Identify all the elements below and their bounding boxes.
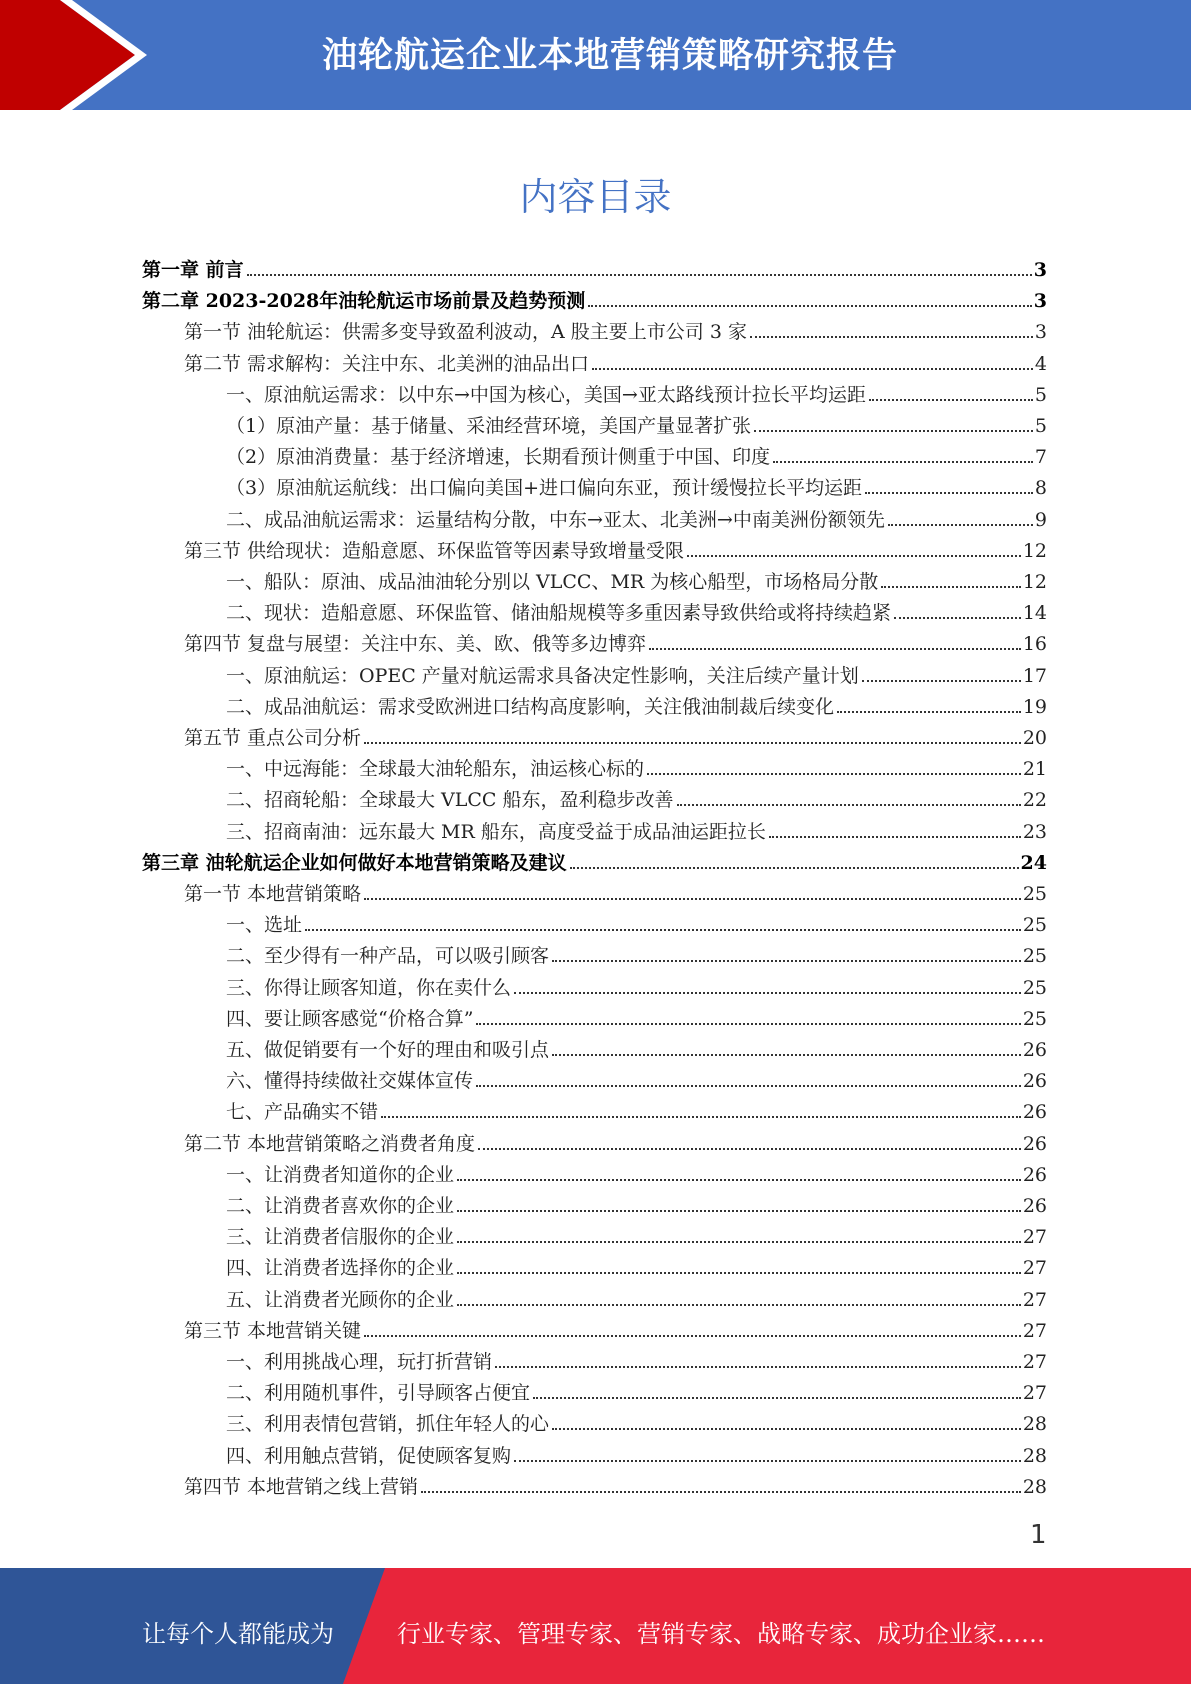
toc-entry-page: 3 xyxy=(1034,321,1047,344)
toc-entry-title: 一、原油航运：OPEC 产量对航运需求具备决定性影响，关注后续产量计划 xyxy=(226,664,859,687)
toc-leader-dots xyxy=(533,1397,1021,1399)
toc-entry-page: 3 xyxy=(1033,259,1047,281)
toc-leader-dots xyxy=(457,1304,1021,1306)
toc-leader-dots xyxy=(457,1210,1021,1212)
toc-entry[interactable] xyxy=(184,879,1047,910)
toc-leader-dots xyxy=(552,1054,1021,1056)
toc-entry-title: 二、让消费者喜欢你的企业 xyxy=(226,1195,455,1217)
toc-leader-dots xyxy=(769,836,1021,838)
toc-entry-page: 26 xyxy=(1022,1195,1047,1217)
toc-entry-title: 一、原油航运需求：以中东→中国为核心，美国→亚太路线预计拉长平均运距 xyxy=(226,383,866,406)
toc-entry[interactable] xyxy=(226,1160,1047,1191)
toc-entry-page: 14 xyxy=(1022,602,1047,625)
toc-entry-page: 27 xyxy=(1022,1319,1047,1342)
toc-leader-dots xyxy=(457,1272,1021,1274)
toc-entry-title: 二、成品油航运需求：运量结构分散，中东→亚太、北美洲→中南美洲份额领先 xyxy=(226,508,885,531)
toc-entry-title: 第四节 复盘与展望：关注中东、美、欧、俄等多边博弈 xyxy=(184,633,647,656)
toc-leader-dots xyxy=(865,492,1033,494)
toc-entry[interactable] xyxy=(226,1347,1047,1378)
toc-entry-page: 21 xyxy=(1022,758,1047,781)
toc-entry-title: 第四节 本地营销之线上营销 xyxy=(184,1475,419,1498)
toc-leader-dots xyxy=(514,1460,1021,1462)
toc-entry-page: 28 xyxy=(1022,1475,1047,1498)
toc-entry[interactable] xyxy=(226,1409,1047,1440)
toc-entry[interactable] xyxy=(142,286,1047,317)
toc-entry-title: 第二节 本地营销策略之消费者角度 xyxy=(184,1132,476,1155)
toc-entry-page: 24 xyxy=(1020,851,1047,874)
toc-leader-dots xyxy=(457,1241,1021,1243)
toc-entry-title: 第三节 供给现状：造船意愿、环保监管等因素导致增量受限 xyxy=(184,539,685,562)
toc-entry-title: 二、现状：造船意愿、环保监管、储油船规模等多重因素导致供给或将持续趋紧 xyxy=(226,602,892,625)
toc-entry[interactable] xyxy=(226,1441,1047,1472)
toc-entry-title: 五、做促销要有一个好的理由和吸引点 xyxy=(226,1039,550,1061)
toc-leader-dots xyxy=(869,399,1033,401)
toc-entry[interactable] xyxy=(226,598,1047,629)
toc-entry[interactable] xyxy=(226,505,1047,536)
toc-entry-page: 26 xyxy=(1022,1070,1047,1093)
toc-entry[interactable] xyxy=(226,754,1047,785)
toc-entry-page: 25 xyxy=(1022,914,1047,937)
toc-entry-page: 17 xyxy=(1022,664,1047,687)
toc-leader-dots xyxy=(588,305,1032,307)
arrow-logo-icon xyxy=(0,0,160,110)
toc-entry-page: 27 xyxy=(1022,1382,1047,1405)
toc-entry-page: 26 xyxy=(1022,1039,1047,1061)
toc-leader-dots xyxy=(552,1428,1021,1430)
toc-leader-dots xyxy=(750,336,1033,338)
toc-entry[interactable] xyxy=(226,1285,1047,1316)
toc-entry[interactable] xyxy=(142,255,1047,286)
toc-entry[interactable] xyxy=(226,692,1047,723)
toc-entry[interactable] xyxy=(226,661,1047,692)
toc-entry-title: 第二章 2023-2028年油轮航运市场前景及趋势预测 xyxy=(142,290,586,313)
toc-entry-title: 二、至少得有一种产品，可以吸引顾客 xyxy=(226,945,550,968)
toc-entry-page: 28 xyxy=(1022,1413,1047,1436)
toc-entry-title: 七、产品确实不错 xyxy=(226,1101,379,1124)
toc-leader-dots xyxy=(476,1023,1020,1025)
toc-entry-title: 四、要让顾客感觉“价格合算” xyxy=(226,1007,474,1030)
toc-entry-title: 第三章 油轮航运企业如何做好本地营销策略及建议 xyxy=(142,851,567,874)
toc-entry-page: 5 xyxy=(1034,415,1047,437)
toc-entry-page: 27 xyxy=(1022,1351,1047,1373)
toc-leader-dots xyxy=(677,804,1021,806)
toc-entry-title: 第一节 本地营销策略 xyxy=(184,883,362,905)
toc-entry-title: 五、让消费者光顾你的企业 xyxy=(226,1288,455,1311)
toc-entry-page: 4 xyxy=(1034,352,1047,375)
toc-entry-page: 5 xyxy=(1034,383,1047,406)
header-banner xyxy=(0,0,1191,110)
footer-slogan-left: 让每个人都能成为 xyxy=(142,1620,334,1648)
toc-entry-page: 26 xyxy=(1022,1132,1047,1155)
toc-entry-title: 一、中远海能：全球最大油轮船东，油运核心标的 xyxy=(226,758,645,781)
toc-leader-dots xyxy=(687,555,1021,557)
toc-leader-dots xyxy=(647,773,1021,775)
toc-entry-title: 第三节 本地营销关键 xyxy=(184,1319,362,1342)
toc-entry-page: 27 xyxy=(1022,1226,1047,1249)
toc-entry[interactable] xyxy=(184,629,1047,660)
toc-entry[interactable] xyxy=(142,848,1047,879)
toc-entry[interactable] xyxy=(226,380,1047,411)
footer-slogan-right: 行业专家、管理专家、营销专家、战略专家、成功企业家…… xyxy=(397,1620,1045,1648)
toc-entry-title: 四、让消费者选择你的企业 xyxy=(226,1257,455,1280)
toc-entry[interactable] xyxy=(184,1129,1047,1160)
toc-leader-dots xyxy=(495,1366,1021,1368)
toc-heading: 内容目录 xyxy=(519,175,672,219)
toc-leader-dots xyxy=(364,898,1021,900)
toc-entry-page: 20 xyxy=(1022,727,1047,749)
toc-entry-title: 六、懂得持续做社交媒体宣传 xyxy=(226,1070,474,1093)
toc-entry-title: 二、招商轮船：全球最大 VLCC 船东，盈利稳步改善 xyxy=(226,789,674,812)
toc-entry-title: 一、选址 xyxy=(226,914,303,937)
toc-entry[interactable] xyxy=(226,442,1047,473)
toc-leader-dots xyxy=(773,461,1033,463)
toc-entry-page: 28 xyxy=(1022,1444,1047,1467)
toc-entry-title: （3）原油航运航线：出口偏向美国+进口偏向东亚，预计缓慢拉长平均运距 xyxy=(226,477,863,500)
toc-entry[interactable] xyxy=(226,910,1047,941)
toc-leader-dots xyxy=(457,1179,1021,1181)
toc-entry[interactable] xyxy=(226,785,1047,816)
toc-entry-page: 27 xyxy=(1022,1257,1047,1280)
toc-leader-dots xyxy=(837,711,1021,713)
toc-entry-title: 二、成品油航运：需求受欧洲进口结构高度影响，关注俄油制裁后续变化 xyxy=(226,695,835,718)
toc-entry[interactable] xyxy=(226,1097,1047,1128)
toc-leader-dots xyxy=(421,1491,1021,1493)
toc-leader-dots xyxy=(247,274,1032,276)
toc-entry[interactable] xyxy=(226,411,1047,442)
toc-entry-page: 26 xyxy=(1022,1163,1047,1186)
toc-leader-dots xyxy=(381,1116,1021,1118)
toc-entry-title: （1）原油产量：基于储量、采油经营环境，美国产量显著扩张 xyxy=(226,415,752,437)
toc-leader-dots xyxy=(862,680,1021,682)
toc-entry-title: 四、利用触点营销，促使顾客复购 xyxy=(226,1444,512,1467)
toc-entry-title: 第二节 需求解构：关注中东、北美洲的油品出口 xyxy=(184,352,590,375)
toc-leader-dots xyxy=(754,430,1033,432)
toc-entry-title: 一、让消费者知道你的企业 xyxy=(226,1163,455,1186)
toc-entry-page: 12 xyxy=(1022,539,1047,562)
footer-banner xyxy=(0,1568,1191,1684)
toc-entry[interactable] xyxy=(184,1472,1047,1503)
toc-entry[interactable] xyxy=(184,317,1047,348)
toc-entry-page: 7 xyxy=(1034,446,1047,469)
toc-entry-title: 二、利用随机事件，引导顾客占便宜 xyxy=(226,1382,531,1405)
toc-leader-dots xyxy=(305,929,1021,931)
toc-entry[interactable] xyxy=(184,349,1047,380)
toc-entry-title: 第一节 油轮航运：供需多变导致盈利波动，A 股主要上市公司 3 家 xyxy=(184,321,747,344)
toc-leader-dots xyxy=(592,368,1033,370)
toc-entry[interactable] xyxy=(226,1253,1047,1284)
toc-entry-page: 8 xyxy=(1034,477,1047,500)
toc-leader-dots xyxy=(881,586,1021,588)
toc-leader-dots xyxy=(894,617,1021,619)
toc-leader-dots xyxy=(570,867,1019,869)
toc-leader-dots xyxy=(364,1335,1021,1337)
toc-entry-page: 19 xyxy=(1022,695,1047,718)
toc-entry-page: 12 xyxy=(1022,571,1047,593)
toc-leader-dots xyxy=(552,960,1021,962)
toc-entry[interactable] xyxy=(226,1378,1047,1409)
toc-entry-title: 一、船队：原油、成品油油轮分别以 VLCC、MR 为核心船型，市场格局分散 xyxy=(226,571,879,593)
toc-leader-dots xyxy=(888,524,1033,526)
toc-entry-title: 第一章 前言 xyxy=(142,259,244,281)
toc-entry[interactable] xyxy=(226,1004,1047,1035)
toc-leader-dots xyxy=(649,648,1021,650)
toc-entry-page: 23 xyxy=(1022,820,1047,843)
toc-leader-dots xyxy=(514,992,1021,994)
toc-entry[interactable] xyxy=(226,1191,1047,1222)
toc-entry[interactable] xyxy=(226,817,1047,848)
toc-entry-page: 25 xyxy=(1022,945,1047,968)
toc-entry[interactable] xyxy=(226,1035,1047,1066)
toc-entry-title: 一、利用挑战心理，玩打折营销 xyxy=(226,1351,493,1373)
toc-leader-dots xyxy=(478,1148,1021,1150)
toc-entry[interactable] xyxy=(226,1222,1047,1253)
page-number: 1 xyxy=(1030,1520,1047,1550)
toc-entry-page: 25 xyxy=(1022,1007,1047,1030)
toc-entry[interactable] xyxy=(184,723,1047,754)
toc-entry-page: 16 xyxy=(1022,633,1047,656)
toc-entry-title: 三、利用表情包营销，抓住年轻人的心 xyxy=(226,1413,550,1436)
toc-entry-title: 三、让消费者信服你的企业 xyxy=(226,1226,455,1249)
report-title: 油轮航运企业本地营销策略研究报告 xyxy=(321,36,898,76)
toc-entry-title: 三、招商南油：远东最大 MR 船东，高度受益于成品油运距拉长 xyxy=(226,820,766,843)
toc-entry-page: 3 xyxy=(1033,290,1047,313)
toc-entry[interactable] xyxy=(226,567,1047,598)
toc-entry[interactable] xyxy=(226,941,1047,972)
toc-leader-dots xyxy=(364,742,1021,744)
toc-entry[interactable] xyxy=(226,473,1047,504)
toc-entry-page: 26 xyxy=(1022,1101,1047,1124)
toc-entry[interactable] xyxy=(184,536,1047,567)
toc-entry[interactable] xyxy=(226,1066,1047,1097)
toc-entry[interactable] xyxy=(184,1316,1047,1347)
toc-entry-title: 三、你得让顾客知道，你在卖什么 xyxy=(226,976,512,999)
toc-entry-page: 25 xyxy=(1022,976,1047,999)
toc-entry-title: （2）原油消费量：基于经济增速，长期看预计侧重于中国、印度 xyxy=(226,446,771,469)
toc-entry-title: 第五节 重点公司分析 xyxy=(184,727,362,749)
toc-entry-page: 25 xyxy=(1022,883,1047,905)
toc-entry-page: 9 xyxy=(1034,508,1047,531)
toc-entry-page: 22 xyxy=(1022,789,1047,812)
toc-entry-page: 27 xyxy=(1022,1288,1047,1311)
toc-entry[interactable] xyxy=(226,973,1047,1004)
toc-leader-dots xyxy=(476,1085,1021,1087)
